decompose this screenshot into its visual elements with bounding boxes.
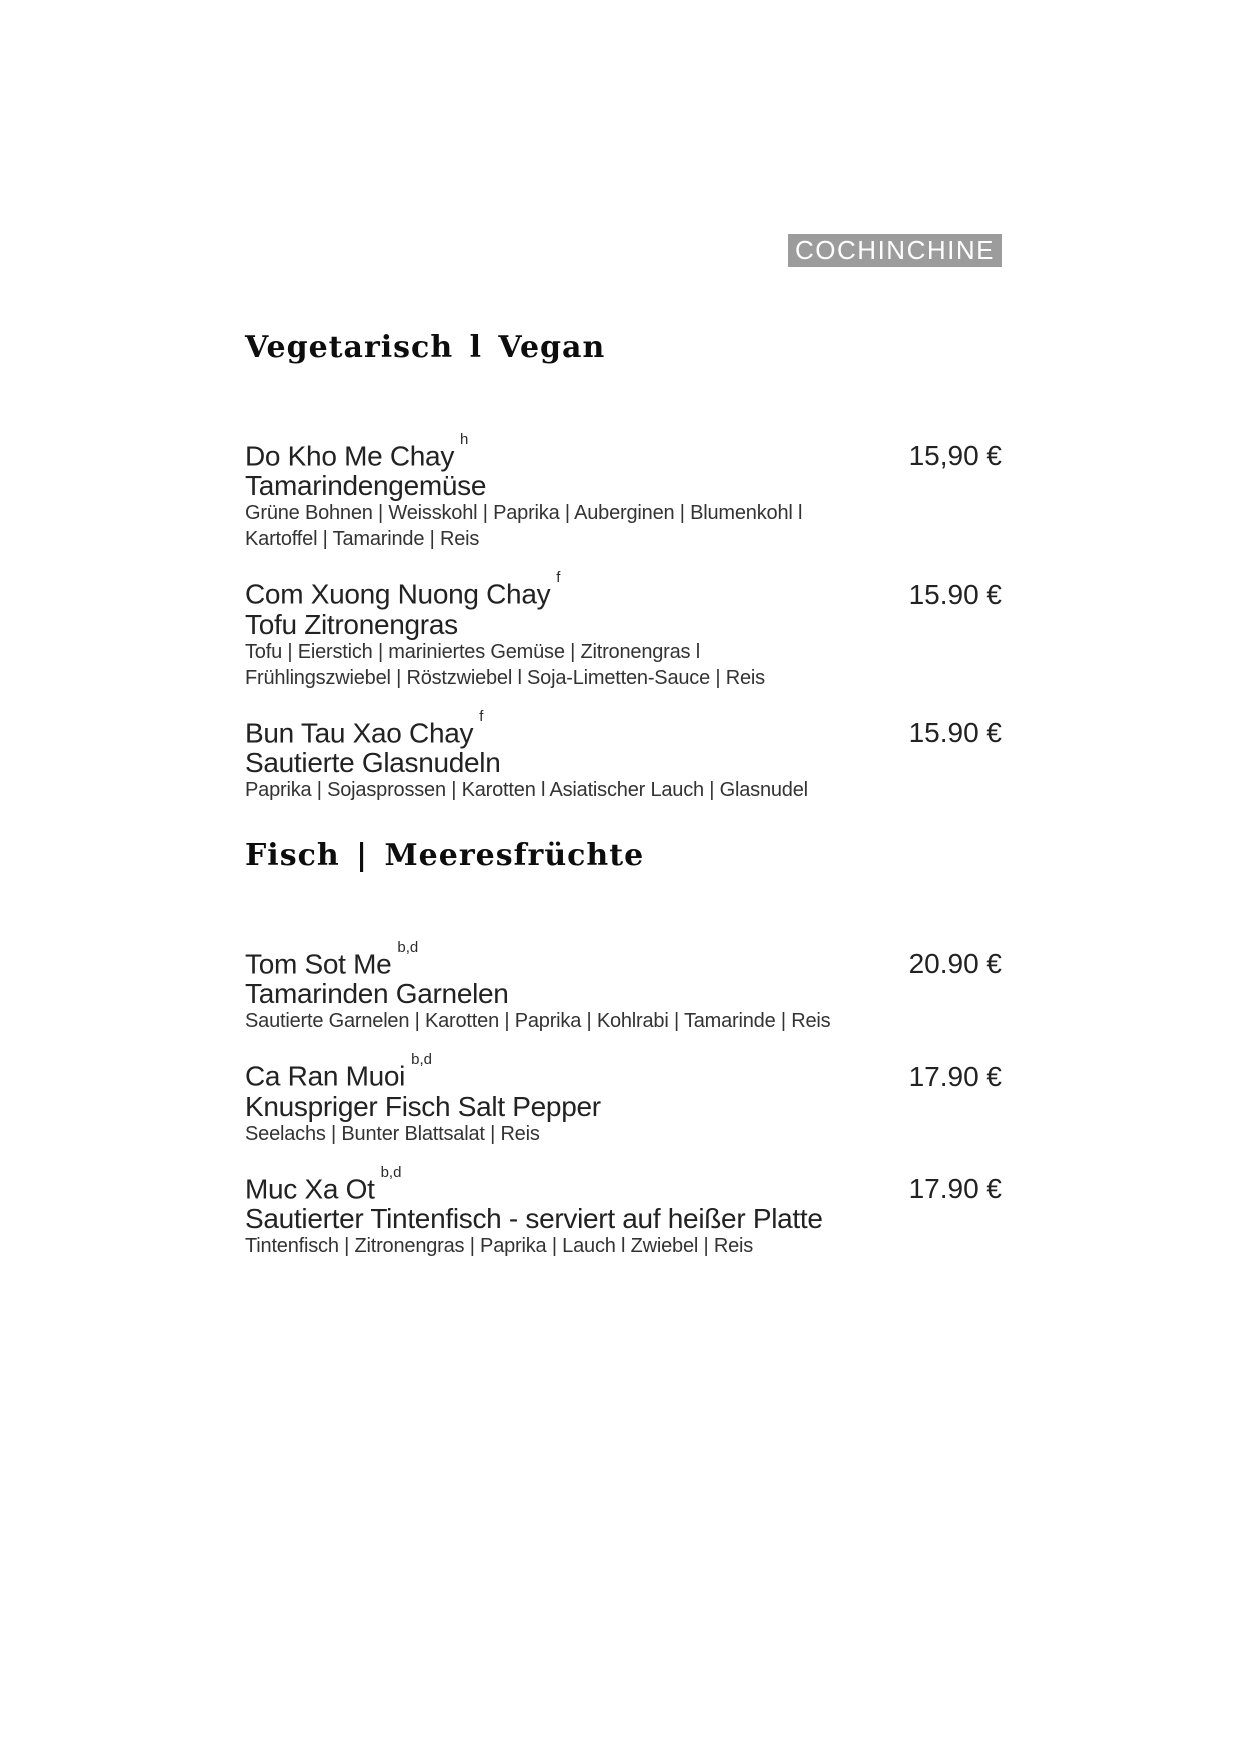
item-ingredients-line: Tintenfisch | Zitronengras | Paprika | Lauch l Zwiebel | Reis (245, 1234, 754, 1257)
item-header (245, 1051, 1002, 1092)
allergen-marks: b,d (397, 938, 419, 956)
item-header (245, 569, 1002, 610)
item-price: 17.90 € (908, 1172, 1002, 1204)
item-subtitle: Sautierter Tintenfisch - serviert auf heißer Platte (245, 1202, 823, 1234)
item-name (245, 938, 419, 980)
item-subtitle: Sautierte Glasnudeln (245, 746, 501, 778)
item-subtitle: Tamarindengemüse (245, 470, 487, 502)
item-ingredients-line: Grüne Bohnen | Weisskohl | Paprika | Auberginen | Blumenkohl l (245, 502, 803, 525)
item-name (245, 707, 484, 749)
item-name (245, 569, 561, 610)
section-title: Fisch | Meeresfrüchte (245, 837, 645, 873)
item-subtitle: Tofu Zitronengras (245, 608, 458, 640)
item-name-text: Bun Tau Xao Chay (245, 716, 474, 748)
item-ingredients-line: Frühlingszwiebel | Röstzwiebel l Soja-Limetten-Sauce | Reis (245, 666, 765, 689)
item-price: 17.90 € (908, 1060, 1002, 1092)
item-name-text: Muc Xa Ot (245, 1172, 375, 1204)
item-header (245, 938, 1002, 980)
item-ingredients-line: Paprika | Sojasprossen | Karotten l Asiatischer Lauch | Glasnudel (245, 778, 808, 801)
menu-content (245, 330, 1002, 1280)
item-price: 20.90 € (908, 948, 1002, 980)
item-subtitle: Tamarinden Garnelen (245, 978, 509, 1010)
item-subtitle: Knuspriger Fisch Salt Pepper (245, 1090, 601, 1122)
allergen-marks: b,d (411, 1051, 432, 1069)
allergen-marks: f (556, 569, 561, 587)
allergen-marks: b,d (380, 1163, 402, 1181)
item-name (245, 431, 469, 472)
menu-item (245, 1163, 1002, 1259)
menu-item (245, 1051, 1002, 1146)
item-price: 15.90 € (908, 578, 1002, 610)
item-header (245, 1163, 1002, 1205)
item-header (245, 707, 1002, 749)
allergen-marks: h (460, 431, 469, 448)
item-ingredients-line: Tofu | Eierstich | mariniertes Gemüse | Zitronengras l (245, 640, 700, 663)
menu-item (245, 938, 1002, 1034)
item-price: 15.90 € (908, 716, 1002, 748)
section-fisch-meeresfruechte (245, 838, 1002, 1259)
item-price: 15,90 € (908, 440, 1002, 472)
item-name (245, 1163, 402, 1205)
item-name-text: Do Kho Me Chay (245, 440, 455, 472)
section-title: Vegetarisch l Vegan (245, 330, 606, 365)
menu-item (245, 569, 1002, 690)
allergen-marks: f (479, 707, 484, 725)
item-ingredients-line: Sautierte Garnelen | Karotten | Paprika | Kohlrabi | Tamarinde | Reis (245, 1010, 831, 1033)
restaurant-logo: COCHINCHINE (788, 234, 1002, 267)
item-ingredients-line: Kartoffel | Tamarinde | Reis (245, 528, 480, 551)
menu-item (245, 431, 1002, 552)
item-ingredients-line: Seelachs | Bunter Blattsalat | Reis (245, 1122, 540, 1145)
item-name (245, 1051, 432, 1092)
item-name-text: Com Xuong Nuong Chay (245, 578, 551, 610)
item-name-text: Tom Sot Me (245, 948, 392, 980)
menu-item (245, 707, 1002, 803)
item-header (245, 431, 1002, 472)
item-name-text: Ca Ran Muoi (245, 1060, 406, 1092)
section-vegetarisch-vegan (245, 330, 1002, 803)
